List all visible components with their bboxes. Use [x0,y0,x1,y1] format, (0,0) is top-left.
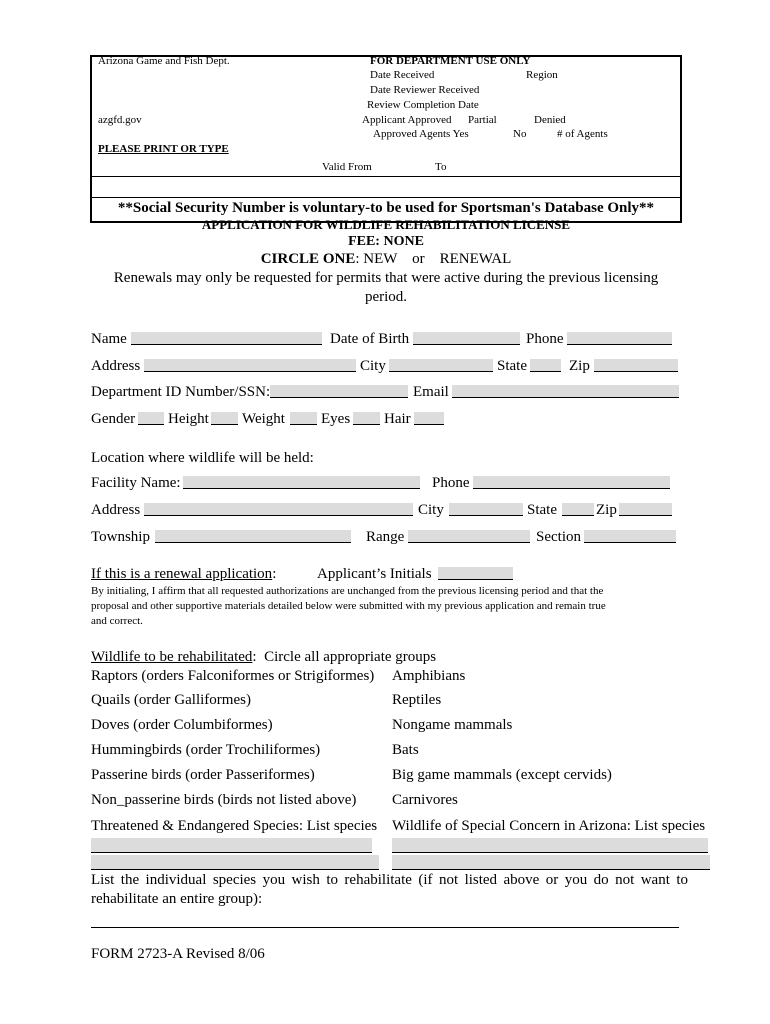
facility-phone-label: Phone [432,475,470,491]
wildlife-heading: Wildlife to be rehabilitated [91,649,253,665]
range-field[interactable] [408,530,530,543]
circle-one-options: : NEW or RENEWAL [355,251,512,267]
application-title: APPLICATION FOR WILDLIFE REHABILITATION LICENSE [201,218,571,229]
facility-name-label: Facility Name: [91,475,181,491]
dept-use-title: FOR DEPARTMENT USE ONLY [370,55,531,67]
renewal-note-2: period. [364,289,408,305]
gender-label: Gender [91,411,136,427]
location-heading: Location where wildlife will be held: [91,450,314,466]
facility-state-field[interactable] [562,503,594,516]
wildlife-left-2[interactable]: Doves (order Columbiformes) [91,717,273,733]
hair-field[interactable] [414,412,444,425]
header-divider-2 [90,197,682,198]
facility-city-label: City [418,502,444,518]
wildlife-heading-suffix: : Circle all appropriate groups [252,649,437,665]
state-label: State [497,358,527,374]
address-field[interactable] [144,359,356,372]
wildlife-left-4[interactable]: Passerine birds (order Passeriformes) [91,767,315,783]
zip-label: Zip [569,358,590,374]
wildlife-right-3[interactable]: Bats [392,742,419,758]
height-label: Height [168,411,209,427]
partial-label: Partial [468,114,497,126]
te-species-field-1[interactable] [91,838,372,853]
email-field[interactable] [452,385,679,398]
facility-state-label: State [527,502,557,518]
range-label: Range [366,529,405,545]
date-received-label: Date Received [370,69,435,81]
zip-field[interactable] [594,359,678,372]
applicant-approved-label: Applicant Approved [362,114,452,126]
header-divider-1 [90,176,682,177]
form-number: FORM 2723-A Revised 8/06 [91,946,265,962]
height-field[interactable] [211,412,238,425]
initials-label: Applicant’s Initials [317,566,432,582]
te-species-field-2[interactable] [91,855,379,870]
hair-label: Hair [384,411,411,427]
state-field[interactable] [530,359,561,372]
agency-name: Arizona Game and Fish Dept. [98,55,230,67]
to-label: To [435,161,447,173]
wildlife-right-5[interactable]: Carnivores [392,792,458,808]
wildlife-right-6[interactable]: Wildlife of Special Concern in Arizona: List species [392,818,706,834]
eyes-field[interactable] [353,412,380,425]
eyes-label: Eyes [321,411,351,427]
dept-id-field[interactable] [270,385,408,398]
facility-zip-field[interactable] [619,503,672,516]
list-individual-line-2: rehabilitate an entire group): [91,891,263,907]
sc-species-field-2[interactable] [392,855,710,870]
denied-label: Denied [534,114,566,126]
facility-address-field[interactable] [144,503,413,516]
section-field[interactable] [584,530,676,543]
affirm-line-3: and correct. [91,615,143,627]
affirm-line-2: proposal and other supportive materials detailed below were submitted with my previous application and remain true [91,600,606,612]
approved-agents-yes-label: Approved Agents Yes [373,128,469,140]
print-note: PLEASE PRINT OR TYPE [98,143,229,155]
individual-species-line[interactable] [91,927,679,928]
wildlife-left-5[interactable]: Non_passerine birds (birds not listed above) [91,792,357,808]
no-label: No [513,128,527,140]
num-agents-label: # of Agents [557,128,608,140]
dob-field[interactable] [413,332,520,345]
wildlife-right-4[interactable]: Big game mammals (except cervids) [392,767,612,783]
dob-label: Date of Birth [330,331,410,347]
ssn-note: **Social Security Number is voluntary-to be used for Sportsman's Database Only** [117,200,655,216]
facility-phone-field[interactable] [473,476,670,489]
address-label: Address [91,358,141,374]
review-completion-date-label: Review Completion Date [367,99,479,111]
wildlife-left-6[interactable]: Threatened & Endangered Species: List species [91,818,378,834]
section-label: Section [536,529,581,545]
facility-address-label: Address [91,502,141,518]
initials-field[interactable] [438,567,513,580]
region-label: Region [526,69,558,81]
wildlife-left-3[interactable]: Hummingbirds (order Trochiliformes) [91,742,321,758]
township-field[interactable] [155,530,351,543]
valid-from-label: Valid From [322,161,372,173]
renewal-heading-line [91,566,276,583]
circle-one-label: CIRCLE ONE [260,251,356,267]
renewal-colon: : [272,566,277,582]
wildlife-left-1[interactable]: Quails (order Galliformes) [91,692,251,708]
wildlife-heading-line [91,649,436,666]
weight-label: Weight [242,411,285,427]
township-label: Township [91,529,150,545]
renewal-heading: If this is a renewal application [91,566,273,582]
dept-id-label: Department ID Number/SSN: [91,384,271,400]
name-field[interactable] [131,332,322,345]
fee-line: FEE: NONE [348,234,424,249]
gender-field[interactable] [138,412,164,425]
phone-label: Phone [526,331,564,347]
date-reviewer-received-label: Date Reviewer Received [370,84,480,96]
wildlife-right-2[interactable]: Nongame mammals [392,717,513,733]
wildlife-right-1[interactable]: Reptiles [392,692,442,708]
affirm-line-1: By initialing, I affirm that all requested authorizations are unchanged from the previous licensing period and that the [91,585,604,597]
website: azgfd.gov [98,114,142,126]
name-label: Name [91,331,127,347]
wildlife-left-0[interactable]: Raptors (orders Falconiformes or Strigiformes) [91,668,375,684]
city-field[interactable] [389,359,493,372]
facility-name-field[interactable] [183,476,420,489]
renewal-note-1: Renewals may only be requested for permits that were active during the previous licensing [113,270,659,286]
email-label: Email [413,384,449,400]
phone-field[interactable] [567,332,672,345]
weight-field[interactable] [290,412,317,425]
city-label: City [360,358,386,374]
sc-species-field-1[interactable] [392,838,708,853]
wildlife-right-0[interactable]: Amphibians [392,668,466,684]
facility-city-field[interactable] [449,503,523,516]
facility-zip-label: Zip [596,502,617,518]
circle-one-line [90,251,682,268]
list-individual-line-1: List the individual species you wish to rehabilitate (if not listed above or you do not want to [91,872,688,888]
